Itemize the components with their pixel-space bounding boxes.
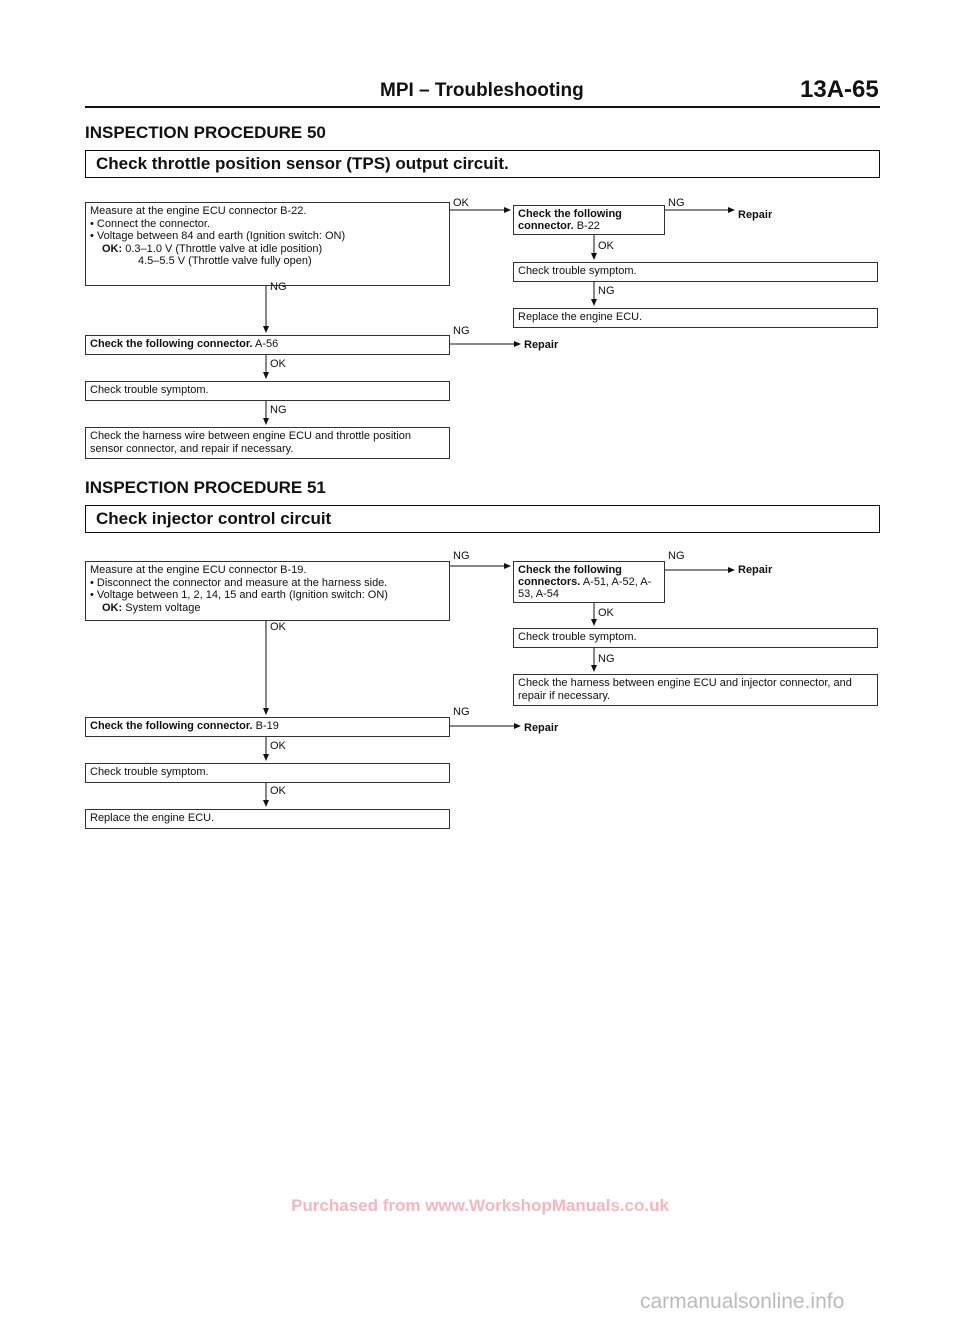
p50-label-ng-1: NG — [668, 197, 685, 209]
procedure-51-banner: Check injector control circuit — [85, 505, 880, 533]
p51-ok-label: OK: — [102, 601, 123, 614]
p50-label-ng-2: NG — [598, 285, 615, 297]
p51-measure-line1: Measure at the engine ECU connector B-19. — [90, 564, 307, 576]
purchase-footer: Purchased from www.WorkshopManuals.co.uk — [291, 1196, 669, 1215]
p51-label-ok-4: OK — [270, 785, 286, 797]
p50-measure-bullet1: • Connect the connector. — [90, 217, 211, 230]
p50-label-ok-3: OK — [270, 358, 286, 370]
p51-label-ok-2: OK — [270, 621, 286, 633]
p50-label-ok-1: OK — [453, 197, 469, 209]
p51-cc-left-bold: Check the following connector. — [90, 720, 253, 732]
p50-harness-box: Check the harness wire between engine ECU and throttle position sensor connector, and repair if necessary. — [85, 427, 450, 459]
p51-label-ok-1: OK — [598, 607, 614, 619]
p51-repair-1: Repair — [738, 564, 773, 576]
p50-cc-left-ref: A-56 — [255, 338, 279, 350]
p51-cc-right-bold: Check the following connectors. — [518, 564, 622, 588]
p51-label-ok-3: OK — [270, 740, 286, 752]
p50-ok-label: OK: — [102, 242, 123, 255]
p51-cc-right-ref: A-51, A-52, A-53, A-54 — [518, 576, 652, 600]
page-header-title: MPI – Troubleshooting — [380, 80, 584, 101]
p50-measure-bullet2: • Voltage between 84 and earth (Ignition switch: ON) — [90, 230, 346, 242]
p51-label-ng-2: NG — [668, 550, 685, 562]
procedure-51-heading: INSPECTION PROCEDURE 51 — [85, 478, 326, 497]
site-watermark: carmanualsonline.info — [640, 1290, 845, 1313]
p51-measure-bullet1: • Disconnect the connector and measure at the harness side. — [90, 576, 388, 589]
p51-ok-value: System voltage — [125, 601, 201, 614]
p50-replace-ecu: Replace the engine ECU. — [513, 308, 878, 328]
page-number: 13A-65 — [800, 76, 879, 103]
p50-label-ng-4: NG — [453, 325, 470, 337]
p51-harness-right: Check the harness between engine ECU and injector connector, and repair if necessary. — [513, 674, 878, 706]
p50-cc-right-ref: B-22 — [576, 220, 600, 232]
p50-label-ng-5: NG — [270, 404, 287, 416]
p50-label-ok-2: OK — [598, 240, 614, 252]
p50-cc-right-bold: Check the following connector. — [518, 208, 622, 232]
p51-cc-left-ref: B-19 — [255, 720, 279, 732]
p50-label-ng-3: NG — [270, 281, 287, 293]
procedure-50-heading: INSPECTION PROCEDURE 50 — [85, 123, 326, 142]
p51-label-ng-1: NG — [453, 550, 470, 562]
procedure-50-banner: Check throttle position sensor (TPS) output circuit. — [85, 150, 880, 178]
p51-label-ng-4: NG — [453, 706, 470, 718]
p51-measure-bullet2: • Voltage between 1, 2, 14, 15 and earth (Ignition switch: ON) — [90, 589, 388, 601]
p51-repair-2: Repair — [524, 722, 559, 734]
p50-measure-line1: Measure at the engine ECU connector B-22. — [90, 205, 307, 217]
p50-cc-left-bold: Check the following connector. — [90, 338, 253, 350]
p51-replace-ecu: Replace the engine ECU. — [85, 809, 450, 829]
p50-trouble-right: Check trouble symptom. — [513, 262, 878, 282]
p51-trouble-left: Check trouble symptom. — [85, 763, 450, 783]
p50-ok-value1: 0.3–1.0 V (Throttle valve at idle position) — [125, 242, 323, 255]
p50-ok-value2: 4.5–5.5 V (Throttle valve fully open) — [138, 255, 312, 267]
p50-trouble-left: Check trouble symptom. — [85, 381, 450, 401]
p51-trouble-right: Check trouble symptom. — [513, 628, 878, 648]
p51-label-ng-3: NG — [598, 653, 615, 665]
p50-repair-2: Repair — [524, 339, 559, 351]
p50-repair-1: Repair — [738, 209, 773, 221]
